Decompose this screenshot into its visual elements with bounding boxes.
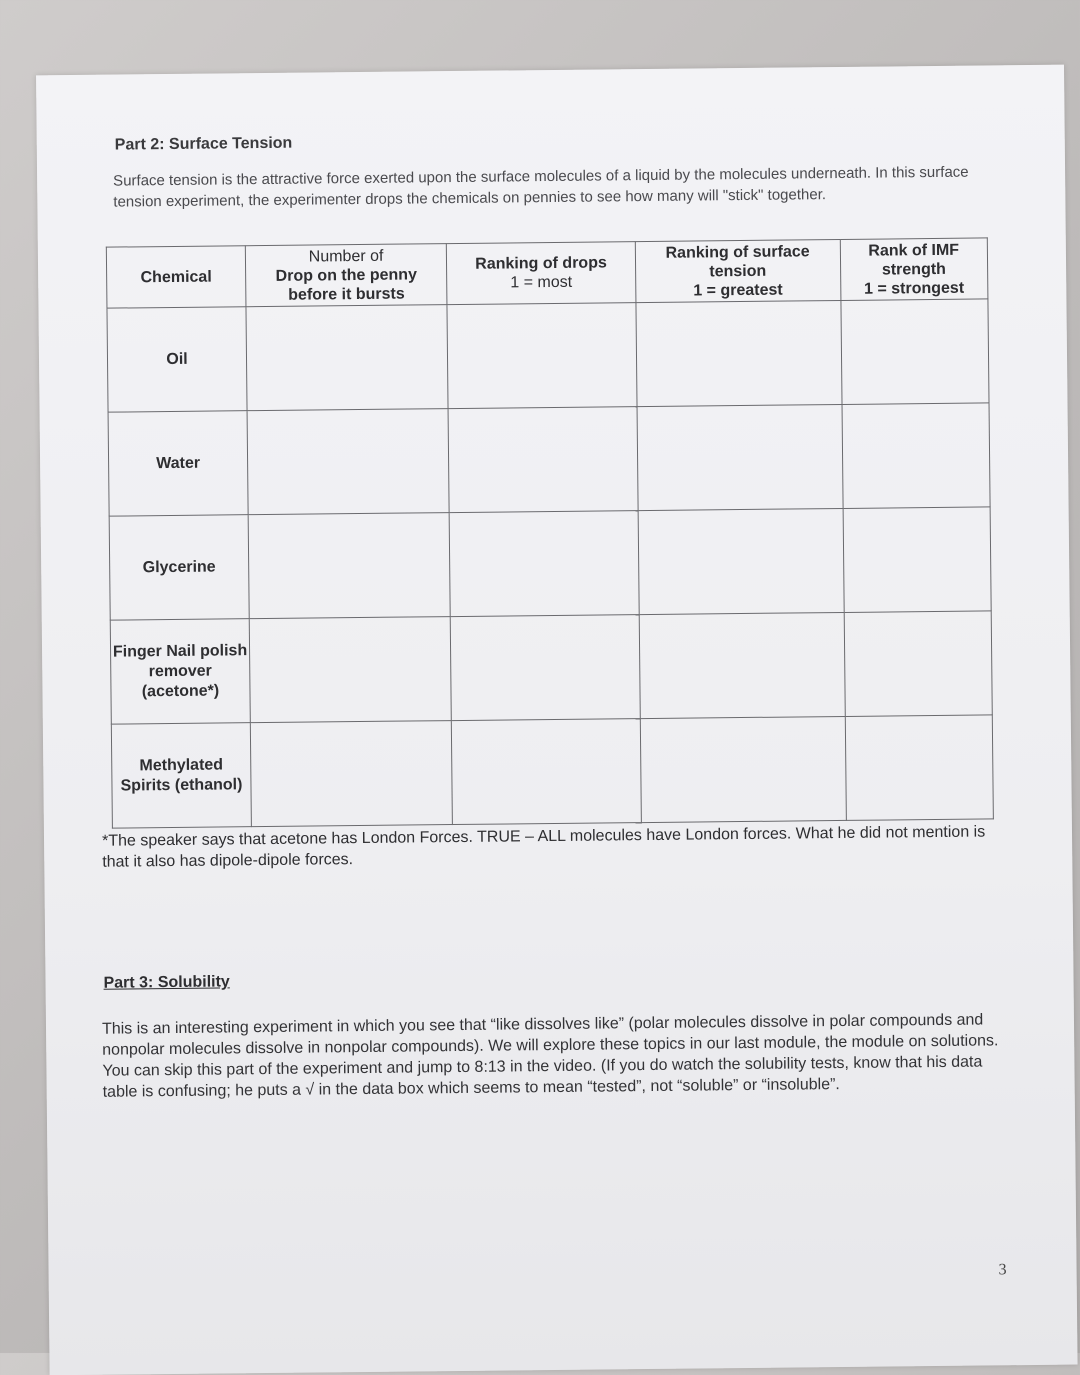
imf-rank-input-cell[interactable] (842, 403, 991, 509)
header-line: 1 = greatest (693, 281, 783, 300)
chemical-cell: Water (108, 411, 248, 516)
header-line: tension (709, 262, 767, 280)
header-ranking-of-drops (447, 242, 636, 305)
part3-text: This is an interesting experiment in which you see that “like dissolves like” (polar molecules dissolve in polar compounds and nonpolar molecules dissolve in nonpolar compounds). We will explore these topics in our last module, the module on solutions. You can skip this part of the experiment and jump to 8:13 in the video. (If you do watch the solubility tests, know that his data table is confusing; he puts a √ in the data box which seems to mean “tested”, not “soluble” or “insoluble”. (101, 1011, 999, 1101)
table-header-row (106, 238, 988, 308)
tension-rank-input-cell[interactable] (637, 404, 843, 510)
part2-intro: Surface tension is the attractive force exerted upon the surface molecules of a liquid by the molecules underneath. In this surface tension experiment, the experimenter drops the chemicals on pennies to see how many will "stick" together. (113, 163, 969, 211)
header-line: 1 = most (510, 273, 573, 292)
header-line: Ranking of surface (665, 242, 810, 262)
header-ranking-surface-tension (635, 239, 840, 302)
drops-input-cell[interactable] (249, 617, 451, 723)
header-line: Rank of IMF (868, 241, 960, 260)
drops-rank-input-cell[interactable] (447, 303, 637, 409)
tension-rank-input-cell[interactable] (638, 508, 844, 614)
drops-input-cell[interactable] (247, 409, 449, 515)
header-line: Ranking of drops (475, 254, 607, 273)
page-number: 3 (998, 1261, 1007, 1279)
header-rank-imf (840, 238, 988, 301)
drops-input-cell[interactable] (248, 513, 450, 619)
header-number-of-drops (245, 244, 447, 307)
table-row (109, 507, 991, 620)
chemical-cell: Methylated Spirits (ethanol) (111, 723, 251, 828)
worksheet-page (36, 65, 1078, 1375)
header-line: strength (881, 260, 946, 279)
header-chemical (106, 246, 246, 308)
imf-rank-input-cell[interactable] (840, 299, 989, 405)
drops-rank-input-cell[interactable] (449, 511, 639, 617)
surface-tension-table (106, 237, 994, 828)
table-row (111, 715, 993, 828)
drops-input-cell[interactable] (246, 305, 448, 411)
table-row (110, 611, 992, 724)
imf-rank-input-cell[interactable] (845, 715, 994, 821)
imf-rank-input-cell[interactable] (844, 611, 993, 717)
table-row (107, 299, 989, 412)
header-line: before it bursts (288, 285, 405, 304)
chemical-cell: Oil (107, 307, 247, 412)
drops-rank-input-cell[interactable] (452, 719, 642, 825)
part3-title: Part 3: Solubility (103, 973, 230, 992)
chemical-cell: Glycerine (109, 515, 249, 620)
header-line: Chemical (140, 268, 212, 286)
part2-title: Part 2: Surface Tension (114, 134, 293, 154)
imf-rank-input-cell[interactable] (843, 507, 992, 613)
drops-input-cell[interactable] (250, 721, 452, 827)
drops-rank-input-cell[interactable] (450, 615, 640, 721)
tension-rank-input-cell[interactable] (639, 612, 845, 718)
header-line: Number of (308, 247, 384, 266)
acetone-footnote: *The speaker says that acetone has London Forces. TRUE – ALL molecules have London forces. What he did not mention is that it also has dipole-dipole forces. (101, 823, 986, 871)
drops-rank-input-cell[interactable] (448, 407, 638, 513)
chemical-cell: Finger Nail polish remover (acetone*) (110, 619, 250, 724)
header-line: Drop on the penny (275, 265, 418, 285)
tension-rank-input-cell[interactable] (636, 300, 842, 406)
header-line: 1 = strongest (863, 279, 965, 298)
table-row (108, 403, 990, 516)
tension-rank-input-cell[interactable] (640, 716, 846, 822)
